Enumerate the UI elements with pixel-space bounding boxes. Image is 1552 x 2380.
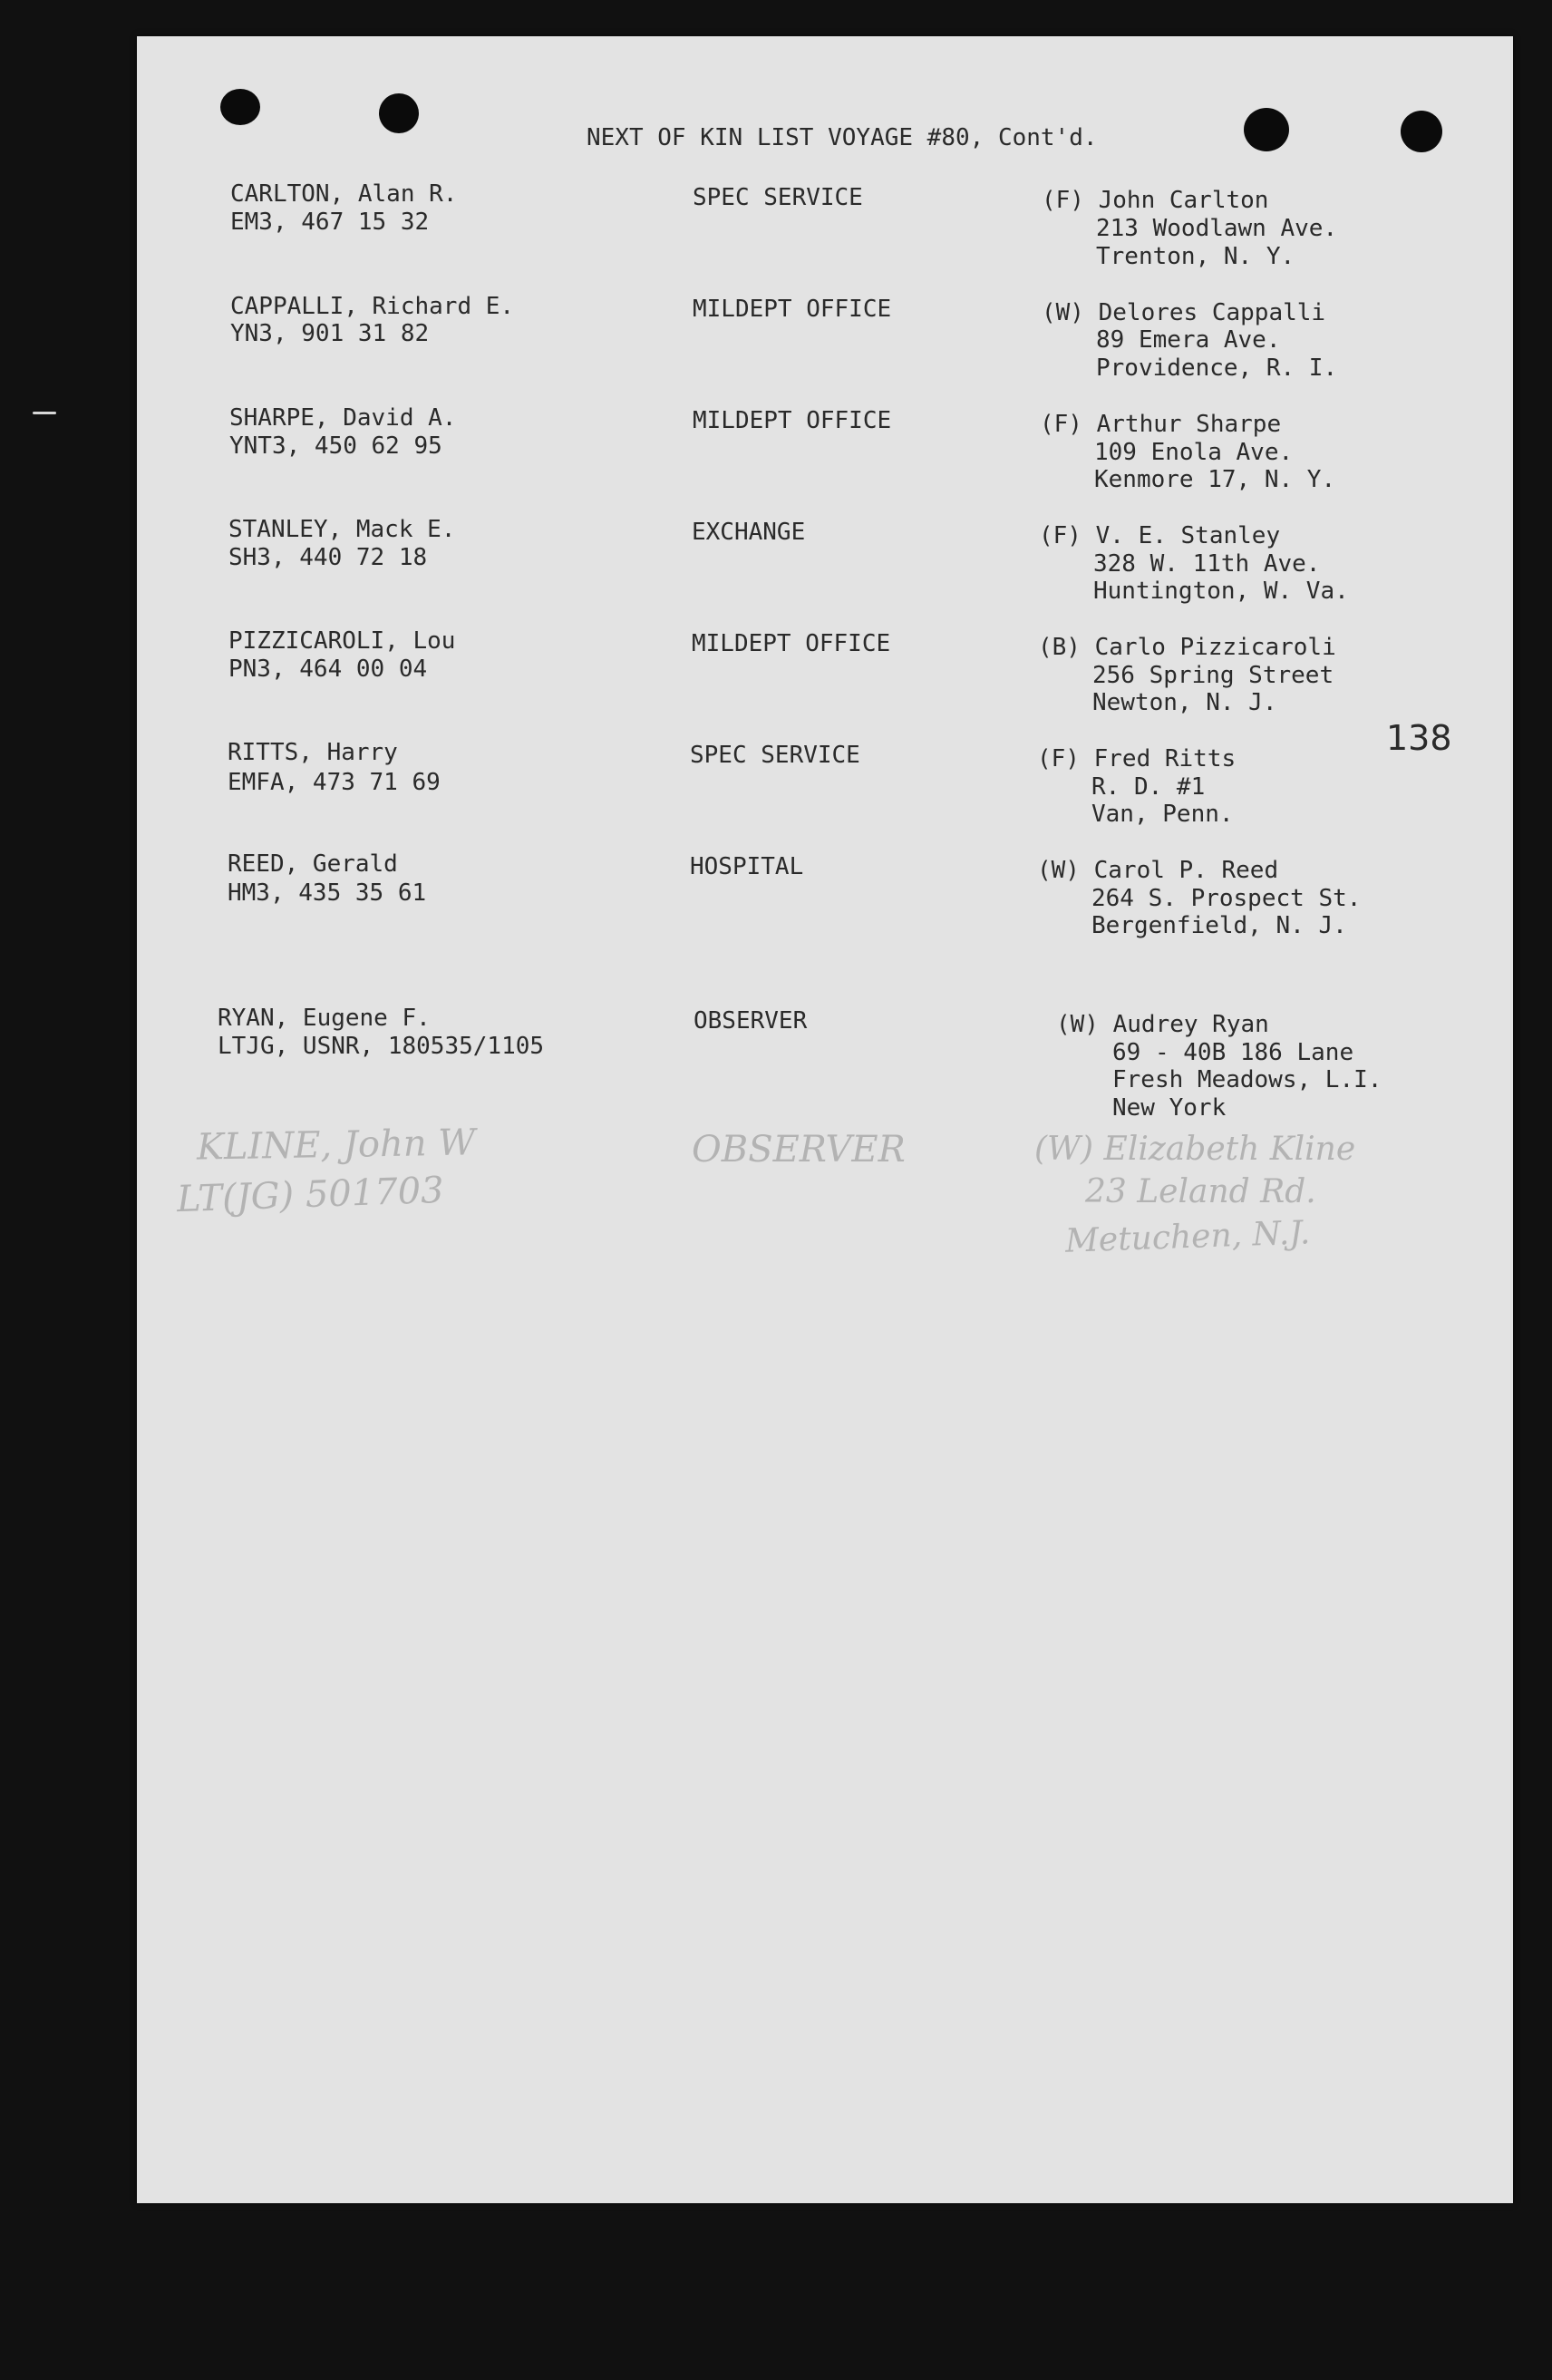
- entry-kin-street: 69 - 40B 186 Lane: [1112, 1039, 1354, 1066]
- handwritten-kin-street: 23 Leland Rd.: [1085, 1173, 1316, 1210]
- entry-name: RITTS, Harry: [228, 739, 398, 766]
- handwritten-name: KLINE, John W: [196, 1122, 476, 1169]
- punch-hole-4: [1401, 111, 1442, 152]
- entry-rate: YNT3, 450 62 95: [229, 432, 442, 460]
- entry-rate: EMFA, 473 71 69: [228, 769, 441, 796]
- entry-kin-relation: (F) Fred Ritts: [1037, 745, 1237, 772]
- entry-kin-city: Kenmore 17, N. Y.: [1094, 466, 1336, 493]
- handwritten-kin-city: Metuchen, N.J.: [1064, 1214, 1311, 1260]
- entry-kin-relation: (W) Audrey Ryan: [1056, 1011, 1269, 1038]
- punch-hole-1: [220, 89, 260, 125]
- entry-name: STANLEY, Mack E.: [228, 516, 456, 543]
- entry-kin-city: Providence, R. I.: [1096, 355, 1338, 382]
- entry-name: CARLTON, Alan R.: [230, 180, 458, 208]
- entry-kin-street: 256 Spring Street: [1092, 662, 1334, 689]
- entry-rate: PN3, 464 00 04: [228, 656, 428, 683]
- entry-division: HOSPITAL: [690, 853, 804, 880]
- entry-name: SHARPE, David A.: [229, 404, 457, 432]
- entry-division: OBSERVER: [694, 1007, 808, 1035]
- entry-rate: EM3, 467 15 32: [230, 209, 430, 236]
- entry-kin-relation: (W) Carol P. Reed: [1037, 857, 1279, 884]
- entry-name: CAPPALLI, Richard E.: [230, 293, 515, 320]
- entry-kin-street: R. D. #1: [1091, 773, 1206, 801]
- entry-kin-city: Bergenfield, N. J.: [1091, 912, 1347, 939]
- entry-kin-relation: (F) Arthur Sharpe: [1040, 411, 1282, 438]
- entry-division: SPEC SERVICE: [693, 184, 863, 211]
- entry-division: EXCHANGE: [692, 519, 806, 546]
- entry-kin-city: Fresh Meadows, L.I.: [1112, 1066, 1382, 1093]
- entry-kin-state: New York: [1112, 1094, 1227, 1122]
- entry-kin-city: Van, Penn.: [1091, 801, 1234, 828]
- entry-name: RYAN, Eugene F.: [218, 1005, 431, 1032]
- punch-hole-2: [379, 93, 419, 133]
- entry-kin-street: 109 Enola Ave.: [1094, 439, 1294, 466]
- entry-kin-street: 213 Woodlawn Ave.: [1096, 215, 1338, 242]
- entry-division: MILDEPT OFFICE: [692, 630, 891, 657]
- entry-division: SPEC SERVICE: [690, 742, 860, 769]
- entry-rate: HM3, 435 35 61: [228, 879, 427, 907]
- entry-division: MILDEPT OFFICE: [693, 296, 892, 323]
- entry-rate: SH3, 440 72 18: [228, 544, 428, 571]
- entry-kin-relation: (F) John Carlton: [1042, 187, 1269, 214]
- handwritten-division: OBSERVER: [692, 1129, 906, 1171]
- handwritten-kin-relation: (W) Elizabeth Kline: [1034, 1131, 1356, 1168]
- page-number: 138: [1386, 718, 1452, 758]
- entry-rate: LTJG, USNR, 180535/1105: [218, 1033, 545, 1060]
- entry-kin-relation: (W) Delores Cappalli: [1042, 299, 1326, 326]
- handwritten-rate: LT(JG) 501703: [176, 1169, 445, 1221]
- entry-kin-relation: (B) Carlo Pizzicaroli: [1038, 634, 1336, 661]
- entry-kin-city: Newton, N. J.: [1092, 689, 1277, 716]
- entry-kin-street: 264 S. Prospect St.: [1091, 885, 1362, 912]
- document-page: [137, 36, 1513, 2203]
- punch-hole-3: [1244, 108, 1289, 151]
- entry-name: REED, Gerald: [228, 850, 398, 878]
- entry-name: PIZZICAROLI, Lou: [228, 627, 456, 655]
- entry-kin-street: 328 W. 11th Ave.: [1093, 550, 1321, 578]
- entry-kin-city: Trenton, N. Y.: [1096, 243, 1295, 270]
- entry-kin-relation: (F) V. E. Stanley: [1039, 522, 1281, 549]
- entry-division: MILDEPT OFFICE: [693, 407, 892, 434]
- entry-kin-street: 89 Emera Ave.: [1096, 326, 1281, 354]
- entry-kin-city: Huntington, W. Va.: [1093, 578, 1349, 605]
- entry-rate: YN3, 901 31 82: [230, 320, 430, 347]
- page-title: NEXT OF KIN LIST VOYAGE #80, Cont'd.: [587, 124, 1098, 151]
- scan-artifact: [33, 412, 56, 414]
